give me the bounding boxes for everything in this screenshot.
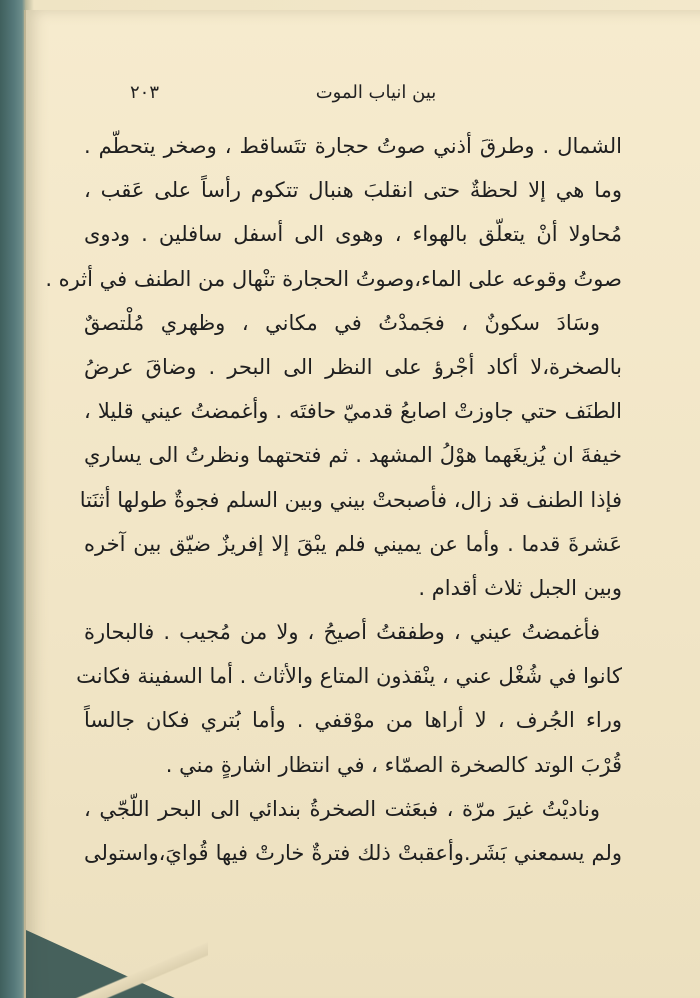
text-line: الطنَف حتي جاوزتْ اصابعُ قدميّ حافتَه . وأغمضتُ عيني قليلا ، xyxy=(84,399,622,424)
text-line: وبين الجبل ثلاث أقدام . xyxy=(418,575,622,600)
folded-page-edge xyxy=(26,924,208,998)
text-line: بالصخرة،لا أكاد أجْرؤ على النظر الى البحر . وضاقَ عرضُ xyxy=(84,354,622,379)
text-line: كانوا في شُغْل عني ، ينْقذون المتاع والأثاث . أما السفينة فكانت xyxy=(76,664,622,689)
text-line: فأغمضتُ عيني ، وطفقتُ أصيحُ ، ولا من مُجيب . فالبحارة xyxy=(84,620,600,645)
text-line: وما هي إلا لحظةٌ حتى انقلبَ هنبال تتكوم رأساً على عَقب ، xyxy=(84,178,622,203)
text-line: قُرْبَ الوتد كالصخرة الصمّاء ، في انتظار اشارةٍ مني . xyxy=(165,752,622,777)
running-title: بين انياب الموت xyxy=(315,82,437,103)
text-line: عَشرةَ قدما . وأما عن يميني فلم يبْقَ إلا إفريزٌ ضيّق بين آخره xyxy=(84,531,622,556)
text-line: وراء الجُرف ، لا أراها من موْقفي . وأما بُتري فكان جالساً xyxy=(84,708,622,733)
text-line: فإذا الطنف قد زال، فأصبحتْ بيني وبين السلم فجوةٌ طولها أثنَتا xyxy=(79,487,622,512)
text-line: الشمال . وطرقَ أذني صوتُ حجارة تتَساقط ، وصخر يتحطّم . xyxy=(84,134,622,158)
text-line: وسَادَ سكونٌ ، فجَمدْتُ في مكاني ، وظهري مُلْتصقٌ xyxy=(84,310,600,335)
body-text xyxy=(45,124,622,875)
text-line: مُحاولا أنْ يتعلّق بالهواء ، وهوى الى أسفل سافلين . ودوى xyxy=(84,222,622,247)
text-line: ولم يسمعني بَشَر.وأعقبتْ ذلك فترةٌ خارتْ فيها قُوايَ،واستولى xyxy=(84,841,622,865)
text-line: وناديْتُ غيرَ مرّة ، فبعَثت الصخرةُ بندائي الى البحر اللّجّي ، xyxy=(84,796,600,821)
page-number: ٢٠٣ xyxy=(130,82,160,103)
text-line: صوتُ وقوعه على الماء،وصوتُ الحجارة تنْهال من الطنف في أثره . xyxy=(45,266,622,291)
page-header xyxy=(130,82,622,112)
text-line: خيفةَ ان يُزيغَهما هوْلُ المشهد . ثم فتحتهما ونظرتُ الى يساري xyxy=(84,443,622,468)
